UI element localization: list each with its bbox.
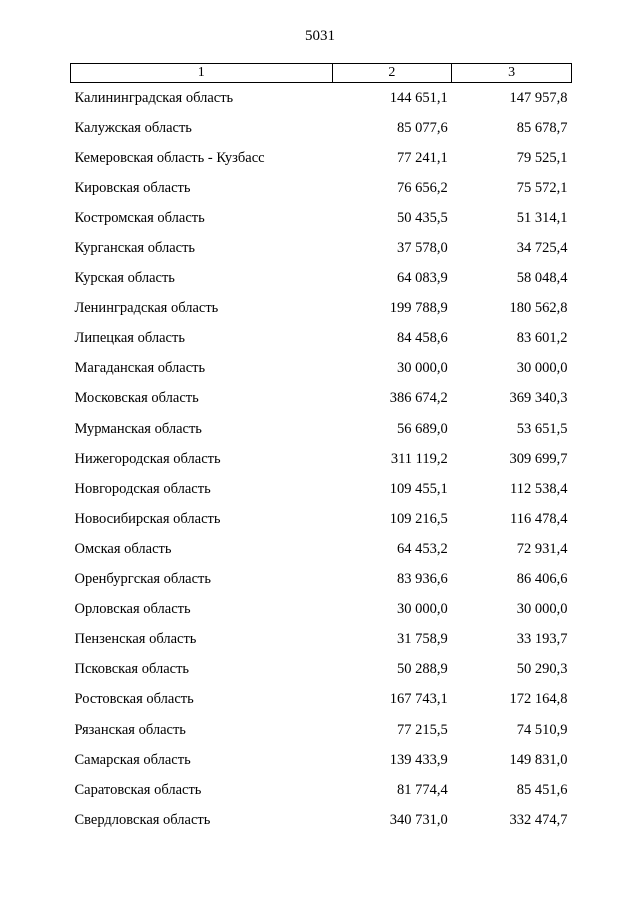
region-name-cell: Кировская область <box>74 179 191 196</box>
value-col3-cell: 85 451,6 <box>516 781 568 798</box>
table-header <box>71 64 572 83</box>
region-name-cell: Курганская область <box>74 240 196 257</box>
value-col3-cell: 50 290,3 <box>516 661 568 678</box>
value-col3-cell: 112 538,4 <box>510 480 568 497</box>
column-header-2: 2 <box>332 64 452 83</box>
region-name-cell: Новосибирская область <box>74 510 221 527</box>
value-col3-cell: 30 000,0 <box>516 360 568 377</box>
data-table <box>70 63 572 835</box>
table-row <box>71 805 572 835</box>
table-row <box>71 715 572 745</box>
table-row <box>71 444 572 474</box>
value-col3-cell: 369 340,3 <box>509 390 568 407</box>
region-name-cell: Калининградская область <box>74 89 234 106</box>
value-col3-cell: 83 601,2 <box>516 330 568 347</box>
value-col2-cell: 30 000,0 <box>397 360 448 377</box>
table-row <box>71 264 572 294</box>
value-col2-cell: 77 241,1 <box>397 149 448 166</box>
header-row <box>71 64 572 83</box>
value-col3-cell: 149 831,0 <box>509 751 568 768</box>
value-col3-cell: 172 164,8 <box>509 691 568 708</box>
value-col2-cell: 30 000,0 <box>397 601 448 618</box>
value-col2-cell: 167 743,1 <box>389 691 448 708</box>
region-name-cell: Рязанская область <box>74 721 186 738</box>
value-col2-cell: 56 689,0 <box>397 420 448 437</box>
page-number: 5031 <box>305 28 335 44</box>
value-col3-cell: 74 510,9 <box>516 721 568 738</box>
value-col3-cell: 58 048,4 <box>516 270 568 287</box>
value-col3-cell: 51 314,1 <box>516 209 568 226</box>
value-col2-cell: 83 936,6 <box>397 571 448 588</box>
table-row <box>71 324 572 354</box>
value-col2-cell: 139 433,9 <box>389 751 448 768</box>
table-row <box>71 384 572 414</box>
table-row <box>71 474 572 504</box>
value-col3-cell: 180 562,8 <box>509 300 568 317</box>
value-col3-cell: 34 725,4 <box>516 240 568 257</box>
value-col3-cell: 85 678,7 <box>516 119 568 136</box>
region-name-cell: Оренбургская область <box>74 571 212 588</box>
value-col2-cell: 81 774,4 <box>397 781 448 798</box>
value-col2-cell: 64 083,9 <box>397 270 448 287</box>
table-row <box>71 233 572 263</box>
value-col2-cell: 50 288,9 <box>397 661 448 678</box>
table-row <box>71 294 572 324</box>
region-name-cell: Курская область <box>74 270 175 287</box>
region-name-cell: Ростовская область <box>74 691 194 708</box>
table-row <box>71 414 572 444</box>
value-col3-cell: 53 651,5 <box>516 420 568 437</box>
value-col3-cell: 309 699,7 <box>509 450 568 467</box>
region-name-cell: Нижегородская область <box>74 450 221 467</box>
value-col2-cell: 64 453,2 <box>397 540 448 557</box>
value-col2-cell: 37 578,0 <box>397 240 448 257</box>
table-body <box>71 83 572 836</box>
value-col3-cell: 30 000,0 <box>516 601 568 618</box>
region-name-cell: Новгородская область <box>74 480 211 497</box>
table-row <box>71 775 572 805</box>
table-row <box>71 534 572 564</box>
value-col2-cell: 84 458,6 <box>397 330 448 347</box>
table-row <box>71 565 572 595</box>
value-col3-cell: 147 957,8 <box>509 89 568 106</box>
region-name-cell: Московская область <box>74 390 199 407</box>
table-row <box>71 685 572 715</box>
region-name-cell: Костромская область <box>74 209 205 226</box>
table-row <box>71 625 572 655</box>
region-name-cell: Саратовская область <box>74 781 202 798</box>
region-name-cell: Пензенская область <box>74 631 197 648</box>
value-col2-cell: 50 435,5 <box>397 209 448 226</box>
table-row <box>71 83 572 114</box>
region-name-cell: Липецкая область <box>74 330 185 347</box>
value-col2-cell: 76 656,2 <box>397 179 448 196</box>
value-col3-cell: 72 931,4 <box>516 540 568 557</box>
value-col3-cell: 332 474,7 <box>509 811 568 828</box>
value-col2-cell: 109 216,5 <box>389 510 448 527</box>
value-col2-cell: 199 788,9 <box>389 300 448 317</box>
value-col2-cell: 77 215,5 <box>397 721 448 738</box>
table-row <box>71 354 572 384</box>
table-row <box>71 143 572 173</box>
column-header-3: 3 <box>452 64 572 83</box>
region-name-cell: Самарская область <box>74 751 191 768</box>
region-name-cell: Калужская область <box>74 119 192 136</box>
value-col2-cell: 109 455,1 <box>389 480 448 497</box>
table-row <box>71 203 572 233</box>
column-header-1: 1 <box>71 64 333 83</box>
value-col3-cell: 75 572,1 <box>516 179 568 196</box>
value-col2-cell: 311 119,2 <box>390 450 448 467</box>
region-name-cell: Свердловская область <box>74 811 211 828</box>
value-col2-cell: 85 077,6 <box>397 119 448 136</box>
region-name-cell: Магаданская область <box>74 360 206 377</box>
region-name-cell: Кемеровская область - Кузбасс <box>74 149 265 166</box>
region-name-cell: Омская область <box>74 540 172 557</box>
region-name-cell: Ленинградская область <box>74 300 219 317</box>
value-col3-cell: 79 525,1 <box>516 149 568 166</box>
table-row <box>71 504 572 534</box>
region-name-cell: Мурманская область <box>74 420 202 437</box>
table-row <box>71 655 572 685</box>
value-col3-cell: 86 406,6 <box>516 571 568 588</box>
table-row <box>71 113 572 143</box>
table-row <box>71 745 572 775</box>
value-col3-cell: 116 478,4 <box>510 510 568 527</box>
table-row <box>71 595 572 625</box>
value-col2-cell: 144 651,1 <box>389 89 448 106</box>
region-name-cell: Псковская область <box>74 661 190 678</box>
table-row <box>71 173 572 203</box>
region-name-cell: Орловская область <box>74 601 191 618</box>
value-col3-cell: 33 193,7 <box>516 631 568 648</box>
value-col2-cell: 340 731,0 <box>389 811 448 828</box>
value-col2-cell: 386 674,2 <box>389 390 448 407</box>
value-col2-cell: 31 758,9 <box>397 631 448 648</box>
